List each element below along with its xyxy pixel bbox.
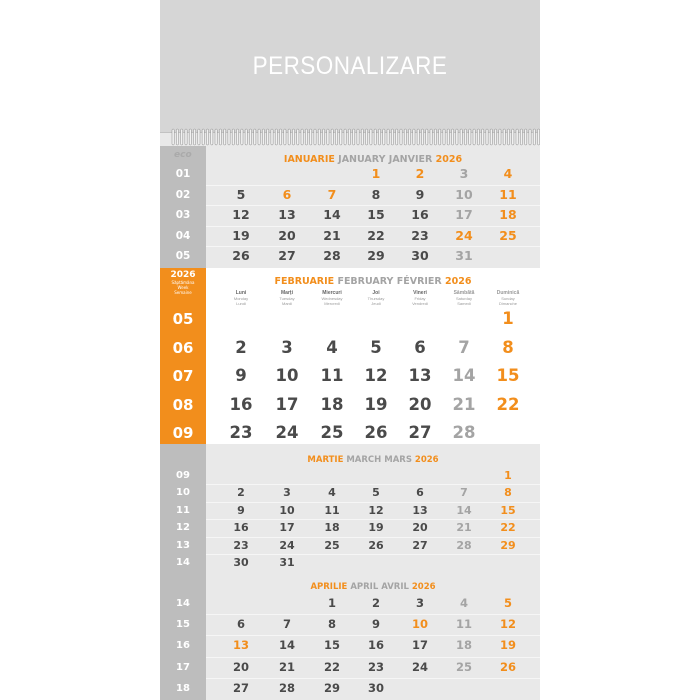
day-cell: 4: [328, 486, 336, 500]
day-cell: 25: [324, 538, 340, 552]
day-cell: 5: [503, 596, 512, 610]
day-cell: 6: [416, 486, 424, 500]
month-title: [206, 455, 540, 465]
day-cell: 1: [371, 166, 381, 181]
day-cell: 15: [496, 366, 520, 385]
day-cell: 11: [455, 617, 472, 632]
week-number: 13: [176, 539, 190, 551]
month-year: 2026: [435, 154, 463, 165]
month-year: 2026: [411, 582, 436, 592]
day-cell: 28: [456, 538, 472, 552]
weekday-ro: Vineri: [413, 290, 427, 296]
weekday-ro: Sâmbătă: [453, 290, 475, 296]
week-label-fr: Semaine: [174, 290, 192, 295]
day-cell: 31: [455, 248, 473, 263]
day-cell: 11: [324, 503, 340, 517]
day-cell: 28: [278, 680, 295, 695]
day-cell: 3: [459, 166, 469, 181]
day-cell: 26: [232, 248, 250, 263]
day-cell: 8: [371, 186, 381, 202]
weekday-ro: Joi: [372, 290, 380, 296]
week-number: 04: [175, 229, 191, 242]
day-cell: 3: [281, 337, 293, 357]
day-cell: 5: [370, 337, 382, 357]
day-cell: 5: [372, 486, 380, 500]
week-number: 17: [176, 661, 190, 673]
month-title: [206, 276, 540, 287]
day-cell: 16: [229, 394, 253, 414]
day-cell: 4: [459, 596, 468, 610]
day-cell: 14: [452, 366, 476, 385]
week-number: 16: [176, 640, 190, 652]
day-cell: 18: [455, 638, 472, 653]
day-cell: 21: [452, 394, 476, 414]
day-cell: 29: [367, 248, 385, 263]
day-cell: 30: [233, 556, 249, 569]
day-cell: 24: [411, 659, 428, 674]
day-cell: 10: [279, 503, 295, 517]
week-number: 18: [176, 682, 190, 694]
day-cell: 15: [367, 207, 385, 222]
day-cell: 31: [279, 556, 295, 569]
day-cell: 22: [323, 659, 340, 674]
day-cell: 24: [275, 423, 299, 442]
weekday-ro: Miercuri: [322, 290, 342, 296]
weekday-fr: Lundi: [236, 301, 246, 306]
week-number: 05: [175, 250, 191, 262]
weekday-fr: Jeudi: [371, 301, 381, 306]
week-number: 07: [172, 367, 194, 385]
week-label-en: Week: [177, 285, 189, 290]
day-cell: 17: [275, 394, 299, 414]
day-cell: 13: [412, 503, 428, 517]
week-number: 14: [176, 598, 190, 609]
month-name-en: JANUARY: [338, 154, 389, 165]
day-cell: 25: [320, 423, 344, 442]
day-cell: 22: [500, 521, 516, 535]
week-number: 08: [172, 395, 194, 414]
month-name-fr: MARS: [384, 455, 415, 465]
month-title: [206, 582, 540, 592]
week-number: 12: [176, 522, 190, 534]
day-cell: 14: [278, 638, 295, 653]
day-cell: 28: [323, 248, 341, 263]
weekday-en: Sunday: [501, 296, 515, 301]
weekday-fr: Mercredi: [324, 301, 340, 306]
day-cell: 29: [500, 538, 516, 552]
day-cell: 2: [415, 166, 425, 181]
day-cell: 21: [278, 659, 295, 674]
weekday-name: [444, 290, 484, 306]
day-cell: 15: [323, 638, 340, 653]
day-cell: 11: [499, 186, 517, 202]
day-cell: 19: [232, 227, 250, 243]
month-name-ro: APRILIE: [310, 582, 351, 592]
day-cell: 25: [499, 227, 517, 243]
day-cell: 10: [455, 186, 473, 202]
day-cell: 5: [236, 186, 246, 202]
day-cell: 3: [283, 486, 291, 500]
weekday-fr: Vendredi: [412, 301, 428, 306]
day-cell: 9: [371, 617, 380, 632]
day-cell: 3: [415, 596, 424, 610]
day-cell: 20: [232, 659, 249, 674]
month-name-ro: MARTIE: [307, 455, 347, 465]
day-cell: 17: [279, 521, 295, 535]
day-cell: 16: [411, 207, 429, 222]
week-number: 01: [175, 168, 191, 180]
day-cell: 27: [408, 423, 432, 442]
week-number: 05: [172, 310, 194, 328]
day-cell: 12: [368, 503, 384, 517]
day-cell: 23: [411, 227, 429, 243]
week-number: 15: [176, 619, 190, 631]
day-cell: 23: [367, 659, 384, 674]
weekday-name: [400, 290, 440, 306]
week-label-ro: Săptămâna: [171, 280, 195, 285]
day-cell: 6: [236, 617, 245, 632]
day-cell: 12: [232, 207, 250, 222]
personalization-area: PERSONALIZARE: [252, 52, 448, 80]
day-cell: 27: [232, 680, 249, 695]
weekday-fr: Dimanche: [498, 301, 517, 306]
day-cell: 26: [499, 659, 516, 674]
day-cell: 18: [320, 394, 344, 414]
day-cell: 10: [411, 617, 428, 632]
day-cell: 9: [415, 186, 425, 202]
day-cell: 6: [414, 337, 426, 357]
day-cell: 14: [456, 503, 472, 517]
day-cell: 19: [364, 394, 388, 414]
weekday-name: [267, 290, 307, 306]
week-number: 09: [176, 470, 190, 481]
week-number: 02: [175, 188, 191, 201]
day-cell: 20: [412, 521, 428, 535]
weekday-name: [312, 290, 352, 306]
weekday-en: Friday: [414, 296, 426, 301]
day-cell: 20: [408, 394, 432, 414]
weekday-name: [221, 290, 261, 306]
day-cell: 22: [367, 227, 385, 243]
day-cell: 26: [364, 423, 388, 442]
day-cell: 15: [500, 503, 516, 517]
month-name-fr: FÉVRIER: [396, 276, 446, 287]
day-cell: 1: [502, 309, 514, 328]
day-cell: 4: [326, 337, 338, 357]
day-cell: 9: [235, 366, 247, 385]
weekday-name: [488, 290, 528, 306]
day-cell: 23: [229, 423, 253, 442]
week-number: 09: [172, 424, 194, 442]
month-name-fr: JANVIER: [388, 154, 436, 165]
day-cell: 21: [323, 227, 341, 243]
weekday-name: [356, 290, 396, 306]
day-cell: 7: [460, 486, 468, 500]
day-cell: 12: [364, 366, 388, 385]
weekday-en: Monday: [233, 296, 249, 301]
day-cell: 17: [411, 638, 428, 653]
day-cell: 20: [278, 227, 296, 243]
month-year: 2026: [445, 276, 472, 287]
day-cell: 19: [368, 521, 384, 535]
day-cell: 27: [278, 248, 296, 263]
weekday-ro: Marți: [281, 290, 293, 296]
day-cell: 17: [455, 207, 473, 222]
day-cell: 18: [499, 207, 517, 222]
day-cell: 7: [282, 617, 291, 632]
weekday-names: [160, 290, 540, 312]
day-cell: 16: [367, 638, 384, 653]
day-cell: 9: [237, 503, 245, 517]
day-cell: 10: [275, 366, 299, 385]
calendar-header: [160, 0, 540, 133]
day-cell: 4: [503, 166, 513, 181]
day-cell: 29: [323, 680, 340, 695]
day-cell: 13: [408, 366, 432, 385]
day-cell: 23: [233, 538, 249, 552]
day-cell: 2: [235, 337, 247, 357]
day-cell: 7: [458, 337, 470, 357]
month-name-en: FEBRUARY: [337, 276, 397, 287]
day-cell: 19: [499, 638, 516, 653]
week-number: 11: [176, 504, 190, 516]
day-cell: 1: [327, 596, 336, 610]
day-cell: 13: [232, 638, 249, 653]
brand-logo: eco: [174, 150, 192, 160]
weekday-ro: Luni: [235, 290, 247, 296]
day-cell: 1: [504, 469, 512, 482]
weekday-fr: Mardi: [281, 301, 292, 306]
weekday-en: Wednesday: [321, 296, 343, 301]
day-cell: 30: [367, 680, 384, 695]
day-cell: 2: [237, 486, 245, 500]
month-name-fr: AVRIL: [381, 582, 412, 592]
day-cell: 30: [411, 248, 429, 263]
spiral-binding: [170, 128, 540, 146]
weekday-en: Tuesday: [279, 296, 295, 301]
weekday-en: Thursday: [367, 296, 385, 301]
year-number: 2026: [170, 270, 196, 280]
week-number: 10: [176, 487, 190, 499]
week-number: 14: [176, 557, 190, 568]
day-cell: 11: [320, 366, 344, 385]
month-name-en: APRIL: [350, 582, 382, 592]
weekday-fr: Samedi: [457, 301, 471, 306]
day-cell: 6: [282, 186, 292, 202]
day-cell: 24: [279, 538, 295, 552]
month-year: 2026: [414, 455, 439, 465]
day-cell: 24: [455, 227, 473, 243]
day-cell: 8: [504, 486, 512, 500]
month-name-ro: FEBRUARIE: [274, 276, 338, 287]
month-name-ro: IANUARIE: [283, 154, 339, 165]
day-cell: 26: [368, 538, 384, 552]
day-cell: 14: [323, 207, 341, 222]
day-cell: 25: [455, 659, 472, 674]
day-cell: 22: [496, 394, 520, 414]
day-cell: 2: [371, 596, 380, 610]
day-cell: 21: [456, 521, 472, 535]
month-name-en: MARCH: [346, 455, 385, 465]
wall-calendar: [160, 0, 540, 700]
weekday-en: Saturday: [455, 296, 472, 301]
day-cell: 7: [327, 186, 337, 202]
day-cell: 12: [499, 617, 516, 632]
day-cell: 16: [233, 521, 249, 535]
week-number: 06: [172, 338, 194, 357]
day-cell: 28: [452, 423, 476, 442]
day-cell: 8: [327, 617, 336, 632]
day-cell: 18: [324, 521, 340, 535]
day-cell: 8: [502, 337, 514, 357]
week-number: 03: [175, 209, 191, 221]
day-cell: 27: [412, 538, 428, 552]
day-cell: 13: [278, 207, 296, 222]
weekday-ro: Duminică: [496, 290, 520, 296]
